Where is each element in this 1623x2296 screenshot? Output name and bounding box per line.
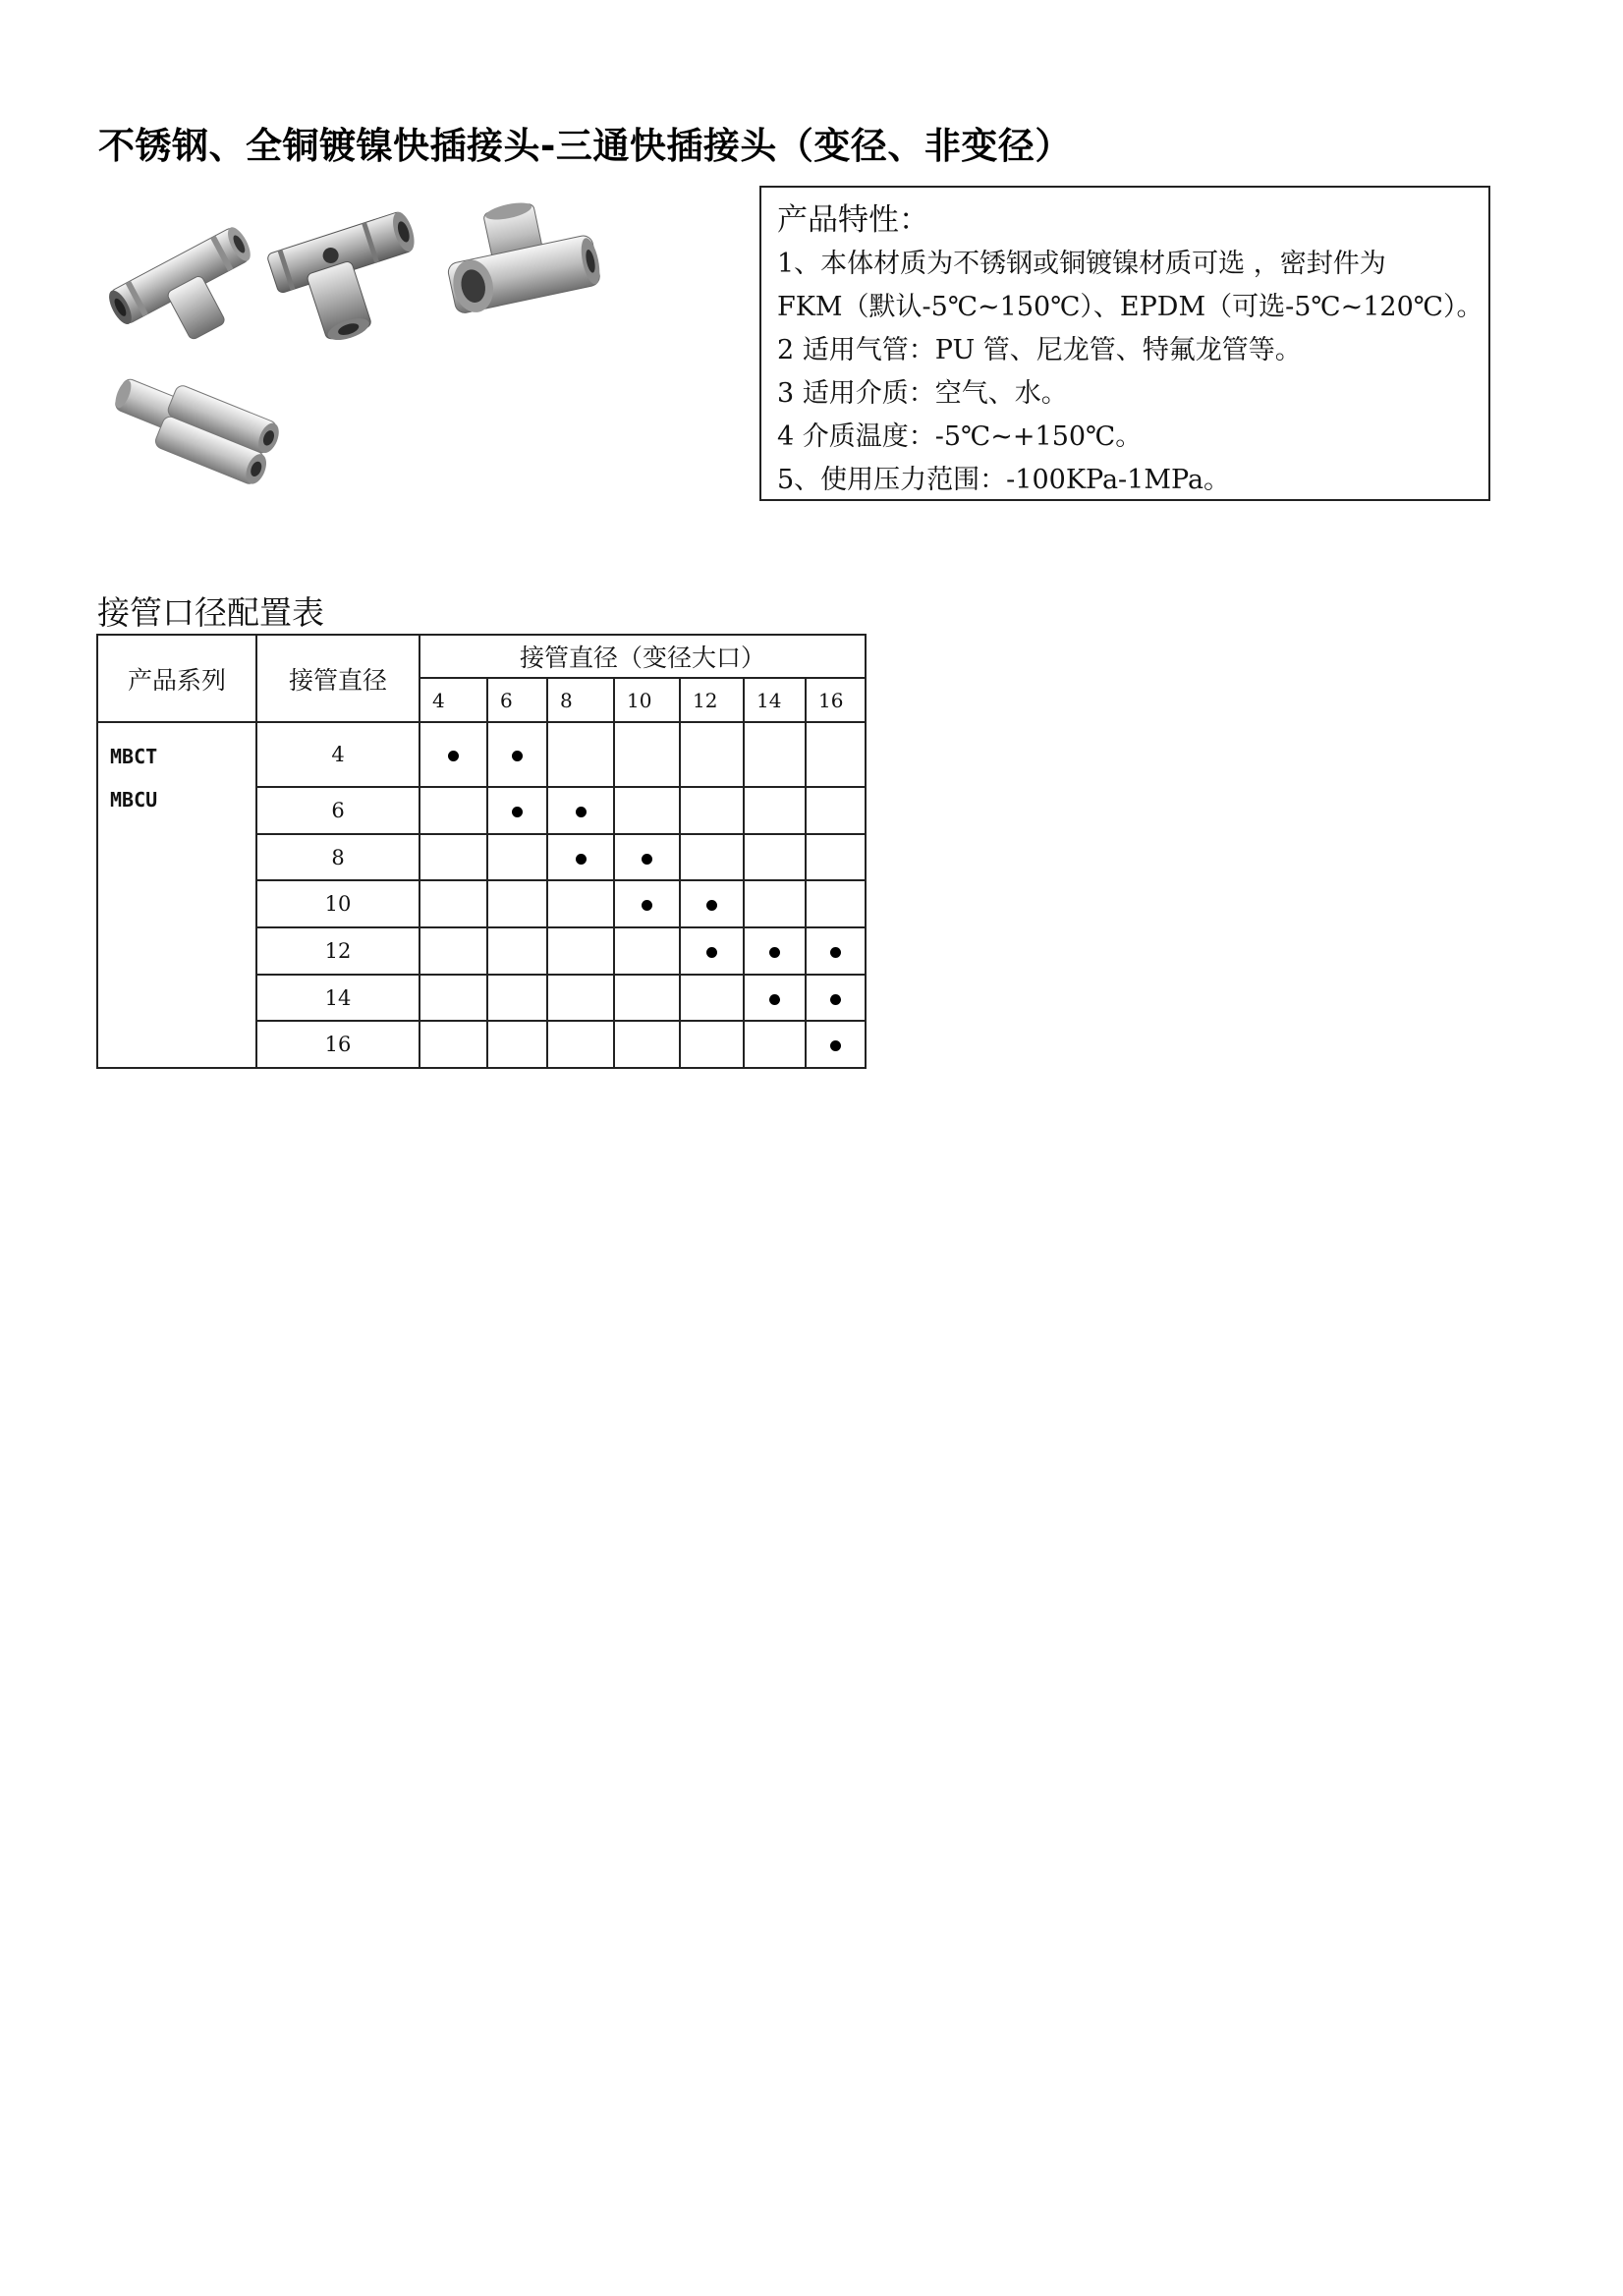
table-caption: 接管口径配置表 xyxy=(97,593,324,632)
availability-cell xyxy=(744,880,806,927)
availability-dot xyxy=(512,807,523,817)
column-header-4: 4 xyxy=(420,678,487,722)
series-cell xyxy=(97,722,256,1068)
availability-cell xyxy=(420,1021,487,1068)
header-series: 产品系列 xyxy=(97,635,256,722)
features-heading: 产品特性： xyxy=(777,202,929,238)
series-name: MBCU xyxy=(110,788,158,812)
availability-dot xyxy=(830,994,841,1005)
availability-cell xyxy=(420,927,487,975)
availability-cell xyxy=(614,787,680,834)
availability-cell xyxy=(806,722,866,787)
availability-cell xyxy=(614,722,680,787)
availability-cell xyxy=(614,927,680,975)
availability-cell xyxy=(420,975,487,1021)
availability-cell xyxy=(614,880,680,927)
availability-dot xyxy=(706,900,717,911)
column-header-12: 12 xyxy=(680,678,744,722)
availability-cell xyxy=(420,787,487,834)
brass-nickel-tee-fitting-photo xyxy=(267,201,424,344)
availability-cell xyxy=(614,1021,680,1068)
product-features-box xyxy=(759,186,1490,501)
availability-cell xyxy=(680,1021,744,1068)
column-header-16: 16 xyxy=(806,678,866,722)
availability-cell xyxy=(744,927,806,975)
availability-cell xyxy=(547,880,614,927)
diameter-cell: 10 xyxy=(256,880,420,927)
availability-cell xyxy=(420,834,487,880)
availability-cell xyxy=(680,722,744,787)
header-group: 接管直径（变径大口） xyxy=(420,635,866,678)
availability-cell xyxy=(547,834,614,880)
availability-dot xyxy=(512,751,523,761)
feature-line-6: 5、使用压力范围：-100KPa-1MPa。 xyxy=(777,465,1231,495)
availability-cell xyxy=(487,1021,547,1068)
availability-cell xyxy=(487,834,547,880)
availability-dot xyxy=(830,947,841,958)
availability-cell xyxy=(487,927,547,975)
diameter-cell: 14 xyxy=(256,975,420,1021)
availability-cell xyxy=(487,880,547,927)
column-header-8: 8 xyxy=(547,678,614,722)
feature-line-2: FKM（默认-5℃~150℃）、EPDM（可选-5℃~120℃）。 xyxy=(777,292,1483,322)
availability-cell xyxy=(744,834,806,880)
diameter-cell: 16 xyxy=(256,1021,420,1068)
availability-cell xyxy=(547,787,614,834)
large-tee-fitting-photo xyxy=(440,195,607,327)
stainless-tee-fitting-photo xyxy=(98,206,260,344)
availability-cell xyxy=(614,834,680,880)
availability-cell xyxy=(487,787,547,834)
availability-cell xyxy=(744,975,806,1021)
availability-dot xyxy=(830,1040,841,1051)
diameter-cell: 8 xyxy=(256,834,420,880)
availability-cell xyxy=(806,1021,866,1068)
availability-cell xyxy=(806,834,866,880)
availability-cell xyxy=(744,722,806,787)
header-diameter: 接管直径 xyxy=(256,635,420,722)
feature-line-1: 1、本体材质为不锈钢或铜镀镍材质可选 ，密封件为 xyxy=(777,249,1386,279)
availability-dot xyxy=(576,807,587,817)
availability-dot xyxy=(448,751,459,761)
availability-cell xyxy=(680,927,744,975)
availability-cell xyxy=(806,880,866,927)
page-title: 不锈钢、全铜镀镍快插接头-三通快插接头（变径、非变径） xyxy=(98,125,1072,167)
availability-dot xyxy=(769,947,780,958)
availability-dot xyxy=(706,947,717,958)
availability-cell xyxy=(487,722,547,787)
availability-cell xyxy=(547,1021,614,1068)
availability-cell xyxy=(547,722,614,787)
column-header-10: 10 xyxy=(614,678,680,722)
availability-dot xyxy=(576,854,587,865)
feature-line-4: 3 适用介质：空气、水。 xyxy=(777,378,1068,409)
availability-cell xyxy=(806,927,866,975)
availability-cell xyxy=(680,880,744,927)
availability-cell xyxy=(420,880,487,927)
diameter-cell: 4 xyxy=(256,722,420,787)
diameter-cell: 6 xyxy=(256,787,420,834)
availability-cell xyxy=(744,1021,806,1068)
availability-cell xyxy=(806,787,866,834)
column-header-14: 14 xyxy=(744,678,806,722)
diameter-cell: 12 xyxy=(256,927,420,975)
availability-cell xyxy=(487,975,547,1021)
feature-line-3: 2 适用气管：PU 管、尼龙管、特氟龙管等。 xyxy=(777,335,1302,365)
availability-cell xyxy=(680,787,744,834)
availability-cell xyxy=(547,975,614,1021)
series-name: MBCT xyxy=(110,745,158,768)
availability-cell xyxy=(420,722,487,787)
availability-cell xyxy=(806,975,866,1021)
availability-cell xyxy=(680,834,744,880)
availability-cell xyxy=(680,975,744,1021)
availability-cell xyxy=(614,975,680,1021)
column-header-6: 6 xyxy=(487,678,547,722)
pipe-diameter-config-table xyxy=(96,634,867,1069)
availability-dot xyxy=(769,994,780,1005)
table-row xyxy=(97,722,866,787)
y-branch-fitting-photo xyxy=(100,378,282,496)
availability-dot xyxy=(642,900,652,911)
availability-dot xyxy=(642,854,652,865)
availability-cell xyxy=(744,787,806,834)
availability-cell xyxy=(547,927,614,975)
feature-line-5: 4 介质温度：-5℃~+150℃。 xyxy=(777,421,1143,452)
